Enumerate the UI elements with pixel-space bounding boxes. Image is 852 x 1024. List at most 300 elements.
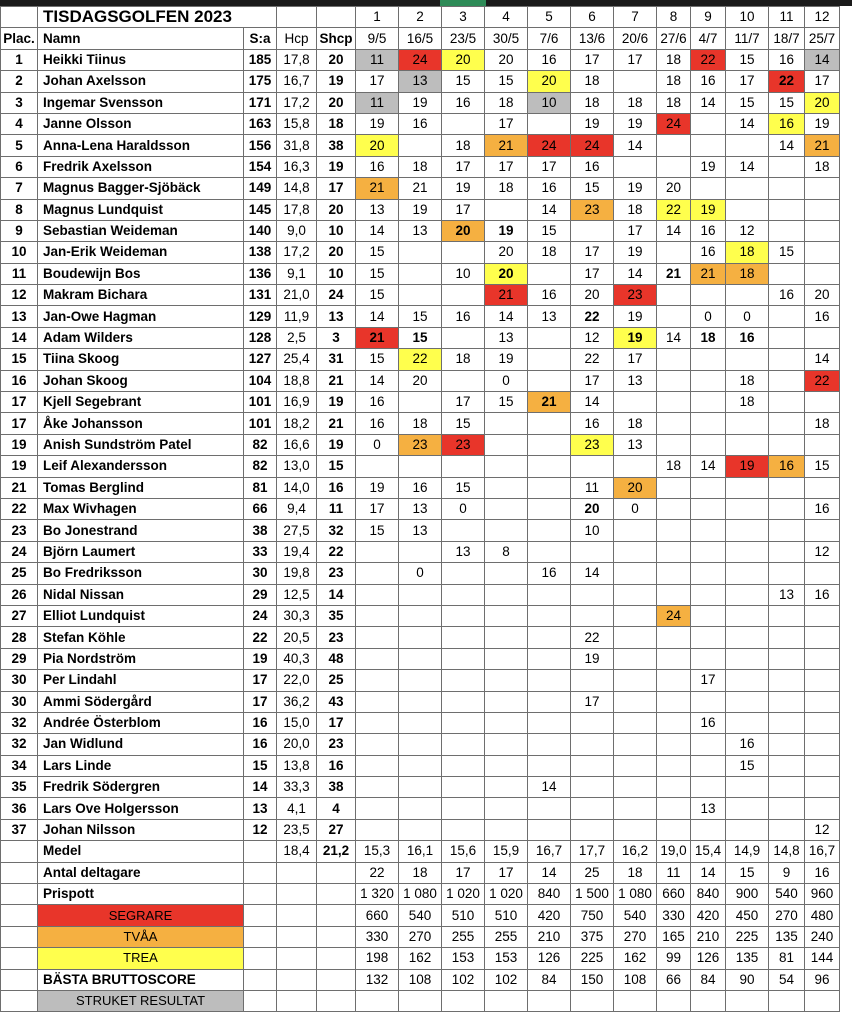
score-cell[interactable]: 18 bbox=[528, 242, 571, 263]
score-cell[interactable]: 13 bbox=[769, 584, 805, 605]
score-cell[interactable] bbox=[614, 734, 657, 755]
score-cell[interactable] bbox=[691, 178, 726, 199]
score-cell[interactable] bbox=[528, 434, 571, 455]
summary-value-cell[interactable]: 17 bbox=[442, 862, 485, 883]
hcp-cell[interactable]: 19,8 bbox=[277, 563, 317, 584]
score-cell[interactable]: 16 bbox=[726, 327, 769, 348]
placement-cell[interactable]: 14 bbox=[1, 327, 38, 348]
hcp-cell[interactable]: 12,5 bbox=[277, 584, 317, 605]
score-cell[interactable]: 13 bbox=[356, 199, 399, 220]
placement-cell[interactable]: 24 bbox=[1, 541, 38, 562]
score-cell[interactable] bbox=[691, 113, 726, 134]
cell[interactable] bbox=[1, 905, 38, 926]
score-cell[interactable] bbox=[571, 798, 614, 819]
score-cell[interactable]: 22 bbox=[691, 49, 726, 70]
summary-value-cell[interactable]: 255 bbox=[442, 926, 485, 947]
placement-cell[interactable]: 1 bbox=[1, 49, 38, 70]
score-cell[interactable] bbox=[657, 798, 691, 819]
score-cell[interactable] bbox=[485, 798, 528, 819]
total-cell[interactable]: 156 bbox=[244, 135, 277, 156]
score-cell[interactable] bbox=[528, 113, 571, 134]
placement-cell[interactable]: 17 bbox=[1, 413, 38, 434]
summary-value-cell[interactable]: 270 bbox=[614, 926, 657, 947]
hcp-cell[interactable]: 14,8 bbox=[277, 178, 317, 199]
summary-value-cell[interactable] bbox=[356, 990, 399, 1011]
score-cell[interactable] bbox=[769, 755, 805, 776]
score-cell[interactable]: 17 bbox=[726, 71, 769, 92]
summary-value-cell[interactable]: 153 bbox=[442, 948, 485, 969]
score-cell[interactable]: 19 bbox=[614, 113, 657, 134]
shcp-cell[interactable]: 17 bbox=[317, 178, 356, 199]
summary-value-cell[interactable]: 1 080 bbox=[399, 884, 442, 905]
score-cell[interactable] bbox=[657, 777, 691, 798]
score-cell[interactable]: 17 bbox=[571, 242, 614, 263]
summary-value-cell[interactable]: 15,9 bbox=[485, 841, 528, 862]
score-cell[interactable] bbox=[442, 755, 485, 776]
score-cell[interactable] bbox=[399, 605, 442, 626]
shcp-cell[interactable]: 35 bbox=[317, 605, 356, 626]
cell[interactable] bbox=[1, 862, 38, 883]
score-cell[interactable]: 20 bbox=[571, 498, 614, 519]
score-cell[interactable] bbox=[726, 199, 769, 220]
score-cell[interactable] bbox=[769, 477, 805, 498]
score-cell[interactable] bbox=[805, 242, 840, 263]
hcp-cell[interactable]: 14,0 bbox=[277, 477, 317, 498]
score-cell[interactable] bbox=[614, 798, 657, 819]
score-cell[interactable]: 22 bbox=[571, 306, 614, 327]
score-cell[interactable] bbox=[356, 691, 399, 712]
hcp-cell[interactable]: 16,6 bbox=[277, 434, 317, 455]
hcp-cell[interactable]: 19,4 bbox=[277, 541, 317, 562]
hcp-cell[interactable]: 36,2 bbox=[277, 691, 317, 712]
score-cell[interactable]: 15 bbox=[805, 456, 840, 477]
summary-value-cell[interactable]: 420 bbox=[691, 905, 726, 926]
score-cell[interactable] bbox=[657, 370, 691, 391]
placement-cell[interactable]: 26 bbox=[1, 584, 38, 605]
score-cell[interactable]: 18 bbox=[657, 71, 691, 92]
score-cell[interactable] bbox=[726, 798, 769, 819]
score-cell[interactable]: 10 bbox=[528, 92, 571, 113]
shcp-cell[interactable]: 16 bbox=[317, 477, 356, 498]
summary-value-cell[interactable]: 840 bbox=[691, 884, 726, 905]
summary-value-cell[interactable] bbox=[442, 990, 485, 1011]
summary-value-cell[interactable]: 108 bbox=[399, 969, 442, 990]
score-cell[interactable] bbox=[769, 156, 805, 177]
score-cell[interactable]: 15 bbox=[726, 755, 769, 776]
score-cell[interactable] bbox=[614, 563, 657, 584]
score-cell[interactable]: 17 bbox=[571, 49, 614, 70]
placement-cell[interactable]: 15 bbox=[1, 349, 38, 370]
score-cell[interactable] bbox=[356, 712, 399, 733]
summary-value-cell[interactable]: 84 bbox=[691, 969, 726, 990]
cell[interactable] bbox=[1, 990, 38, 1011]
summary-hcp-cell[interactable] bbox=[277, 862, 317, 883]
hcp-cell[interactable]: 22,0 bbox=[277, 670, 317, 691]
cell[interactable] bbox=[244, 862, 277, 883]
score-cell[interactable] bbox=[399, 285, 442, 306]
summary-value-cell[interactable]: 1 020 bbox=[442, 884, 485, 905]
cell[interactable] bbox=[244, 969, 277, 990]
score-cell[interactable]: 15 bbox=[485, 71, 528, 92]
score-cell[interactable]: 13 bbox=[399, 498, 442, 519]
player-name-cell[interactable]: Boudewijn Bos bbox=[38, 263, 244, 284]
score-cell[interactable] bbox=[528, 819, 571, 840]
placement-cell[interactable]: 17 bbox=[1, 392, 38, 413]
summary-value-cell[interactable]: 18 bbox=[399, 862, 442, 883]
score-cell[interactable]: 16 bbox=[442, 306, 485, 327]
summary-value-cell[interactable]: 153 bbox=[485, 948, 528, 969]
player-name-cell[interactable]: Jan-Owe Hagman bbox=[38, 306, 244, 327]
player-name-cell[interactable]: Kjell Segebrant bbox=[38, 392, 244, 413]
score-cell[interactable] bbox=[485, 712, 528, 733]
score-cell[interactable]: 15 bbox=[769, 92, 805, 113]
score-cell[interactable]: 24 bbox=[399, 49, 442, 70]
score-cell[interactable] bbox=[691, 584, 726, 605]
score-cell[interactable] bbox=[769, 691, 805, 712]
shcp-cell[interactable]: 48 bbox=[317, 648, 356, 669]
summary-value-cell[interactable]: 225 bbox=[726, 926, 769, 947]
score-cell[interactable] bbox=[726, 648, 769, 669]
summary-value-cell[interactable]: 15,6 bbox=[442, 841, 485, 862]
score-cell[interactable]: 20 bbox=[485, 242, 528, 263]
summary-value-cell[interactable]: 84 bbox=[528, 969, 571, 990]
score-cell[interactable]: 20 bbox=[657, 178, 691, 199]
score-cell[interactable]: 15 bbox=[571, 178, 614, 199]
score-cell[interactable] bbox=[528, 691, 571, 712]
score-cell[interactable] bbox=[442, 456, 485, 477]
summary-shcp-cell[interactable] bbox=[317, 862, 356, 883]
score-cell[interactable]: 14 bbox=[485, 306, 528, 327]
hcp-cell[interactable]: 20,5 bbox=[277, 627, 317, 648]
score-cell[interactable] bbox=[399, 242, 442, 263]
cell[interactable] bbox=[244, 841, 277, 862]
score-cell[interactable]: 19 bbox=[614, 242, 657, 263]
total-cell[interactable]: 24 bbox=[244, 605, 277, 626]
score-cell[interactable]: 22 bbox=[571, 627, 614, 648]
score-cell[interactable] bbox=[805, 777, 840, 798]
summary-value-cell[interactable]: 14 bbox=[528, 862, 571, 883]
score-cell[interactable] bbox=[657, 541, 691, 562]
score-cell[interactable] bbox=[657, 755, 691, 776]
score-cell[interactable]: 19 bbox=[571, 113, 614, 134]
score-cell[interactable] bbox=[657, 135, 691, 156]
score-cell[interactable] bbox=[769, 498, 805, 519]
score-cell[interactable]: 22 bbox=[571, 349, 614, 370]
placement-cell[interactable]: 2 bbox=[1, 71, 38, 92]
summary-value-cell[interactable]: 540 bbox=[614, 905, 657, 926]
score-cell[interactable]: 10 bbox=[571, 520, 614, 541]
score-cell[interactable]: 16 bbox=[399, 113, 442, 134]
score-cell[interactable] bbox=[691, 370, 726, 391]
summary-hcp-cell[interactable] bbox=[277, 905, 317, 926]
total-cell[interactable]: 136 bbox=[244, 263, 277, 284]
score-cell[interactable]: 0 bbox=[356, 434, 399, 455]
summary-value-cell[interactable]: 11 bbox=[657, 862, 691, 883]
score-cell[interactable]: 20 bbox=[442, 49, 485, 70]
hcp-cell[interactable]: 40,3 bbox=[277, 648, 317, 669]
summary-value-cell[interactable] bbox=[726, 990, 769, 1011]
summary-value-cell[interactable]: 165 bbox=[657, 926, 691, 947]
summary-value-cell[interactable]: 210 bbox=[691, 926, 726, 947]
score-cell[interactable]: 18 bbox=[614, 413, 657, 434]
player-name-cell[interactable]: Tiina Skoog bbox=[38, 349, 244, 370]
score-cell[interactable]: 24 bbox=[571, 135, 614, 156]
player-name-cell[interactable]: Max Wivhagen bbox=[38, 498, 244, 519]
score-cell[interactable] bbox=[805, 434, 840, 455]
score-cell[interactable] bbox=[657, 819, 691, 840]
score-cell[interactable] bbox=[726, 477, 769, 498]
score-cell[interactable]: 17 bbox=[356, 498, 399, 519]
total-cell[interactable]: 14 bbox=[244, 777, 277, 798]
score-cell[interactable]: 15 bbox=[356, 285, 399, 306]
summary-value-cell[interactable]: 99 bbox=[657, 948, 691, 969]
score-cell[interactable]: 17 bbox=[805, 71, 840, 92]
score-cell[interactable] bbox=[442, 734, 485, 755]
total-cell[interactable]: 154 bbox=[244, 156, 277, 177]
cell[interactable] bbox=[1, 926, 38, 947]
score-cell[interactable] bbox=[769, 605, 805, 626]
hcp-cell[interactable]: 2,5 bbox=[277, 327, 317, 348]
total-cell[interactable]: 185 bbox=[244, 49, 277, 70]
score-cell[interactable]: 22 bbox=[769, 71, 805, 92]
cell[interactable] bbox=[244, 990, 277, 1011]
score-cell[interactable]: 18 bbox=[571, 71, 614, 92]
score-cell[interactable]: 16 bbox=[691, 220, 726, 241]
score-cell[interactable] bbox=[485, 670, 528, 691]
score-cell[interactable]: 16 bbox=[805, 498, 840, 519]
score-cell[interactable] bbox=[528, 370, 571, 391]
score-cell[interactable]: 21 bbox=[485, 135, 528, 156]
hcp-cell[interactable]: 15,0 bbox=[277, 712, 317, 733]
total-cell[interactable]: 82 bbox=[244, 434, 277, 455]
placement-cell[interactable]: 22 bbox=[1, 498, 38, 519]
player-name-cell[interactable]: Leif Alexandersson bbox=[38, 456, 244, 477]
summary-shcp-cell[interactable] bbox=[317, 969, 356, 990]
score-cell[interactable] bbox=[528, 327, 571, 348]
score-cell[interactable] bbox=[805, 691, 840, 712]
score-cell[interactable] bbox=[528, 520, 571, 541]
score-cell[interactable] bbox=[726, 349, 769, 370]
summary-value-cell[interactable]: 198 bbox=[356, 948, 399, 969]
score-cell[interactable]: 14 bbox=[614, 135, 657, 156]
cell[interactable] bbox=[277, 7, 317, 28]
score-cell[interactable] bbox=[399, 135, 442, 156]
placement-cell[interactable]: 19 bbox=[1, 434, 38, 455]
score-cell[interactable]: 24 bbox=[657, 113, 691, 134]
score-cell[interactable] bbox=[485, 734, 528, 755]
score-cell[interactable]: 21 bbox=[691, 263, 726, 284]
score-cell[interactable] bbox=[571, 541, 614, 562]
score-cell[interactable] bbox=[657, 584, 691, 605]
summary-value-cell[interactable] bbox=[399, 990, 442, 1011]
summary-hcp-cell[interactable] bbox=[277, 926, 317, 947]
summary-shcp-cell[interactable] bbox=[317, 926, 356, 947]
shcp-cell[interactable]: 20 bbox=[317, 199, 356, 220]
total-cell[interactable]: 13 bbox=[244, 798, 277, 819]
score-cell[interactable]: 13 bbox=[399, 520, 442, 541]
summary-value-cell[interactable]: 22 bbox=[356, 862, 399, 883]
score-cell[interactable]: 13 bbox=[614, 434, 657, 455]
score-cell[interactable]: 17 bbox=[571, 370, 614, 391]
score-cell[interactable] bbox=[805, 670, 840, 691]
score-cell[interactable]: 17 bbox=[691, 670, 726, 691]
score-cell[interactable] bbox=[356, 584, 399, 605]
score-cell[interactable] bbox=[769, 819, 805, 840]
score-cell[interactable]: 23 bbox=[571, 434, 614, 455]
score-cell[interactable]: 0 bbox=[485, 370, 528, 391]
summary-value-cell[interactable]: 126 bbox=[528, 948, 571, 969]
summary-value-cell[interactable] bbox=[528, 990, 571, 1011]
shcp-cell[interactable]: 10 bbox=[317, 220, 356, 241]
placement-cell[interactable]: 25 bbox=[1, 563, 38, 584]
player-name-cell[interactable]: Nidal Nissan bbox=[38, 584, 244, 605]
score-cell[interactable] bbox=[442, 113, 485, 134]
hcp-cell[interactable]: 17,2 bbox=[277, 242, 317, 263]
total-cell[interactable]: 17 bbox=[244, 670, 277, 691]
placement-cell[interactable]: 30 bbox=[1, 670, 38, 691]
player-name-cell[interactable]: Lars Linde bbox=[38, 755, 244, 776]
summary-value-cell[interactable]: 270 bbox=[769, 905, 805, 926]
score-cell[interactable]: 21 bbox=[356, 178, 399, 199]
placement-cell[interactable]: 8 bbox=[1, 199, 38, 220]
score-cell[interactable] bbox=[726, 178, 769, 199]
score-cell[interactable] bbox=[769, 712, 805, 733]
score-cell[interactable]: 17 bbox=[528, 156, 571, 177]
score-cell[interactable]: 18 bbox=[726, 242, 769, 263]
score-cell[interactable]: 13 bbox=[528, 306, 571, 327]
total-cell[interactable]: 128 bbox=[244, 327, 277, 348]
summary-value-cell[interactable] bbox=[571, 990, 614, 1011]
score-cell[interactable]: 21 bbox=[356, 327, 399, 348]
score-cell[interactable] bbox=[691, 648, 726, 669]
score-cell[interactable]: 14 bbox=[657, 327, 691, 348]
placement-cell[interactable]: 34 bbox=[1, 755, 38, 776]
score-cell[interactable] bbox=[399, 670, 442, 691]
score-cell[interactable]: 17 bbox=[614, 49, 657, 70]
summary-shcp-cell[interactable]: 21,2 bbox=[317, 841, 356, 862]
score-cell[interactable]: 18 bbox=[657, 92, 691, 113]
score-cell[interactable] bbox=[657, 691, 691, 712]
shcp-cell[interactable]: 18 bbox=[317, 113, 356, 134]
score-cell[interactable]: 17 bbox=[614, 349, 657, 370]
score-cell[interactable]: 20 bbox=[356, 135, 399, 156]
score-cell[interactable]: 18 bbox=[805, 156, 840, 177]
total-cell[interactable]: 145 bbox=[244, 199, 277, 220]
score-cell[interactable] bbox=[356, 456, 399, 477]
shcp-cell[interactable]: 20 bbox=[317, 49, 356, 70]
score-cell[interactable] bbox=[356, 648, 399, 669]
score-cell[interactable]: 15 bbox=[356, 349, 399, 370]
summary-value-cell[interactable] bbox=[614, 990, 657, 1011]
summary-value-cell[interactable]: 14,9 bbox=[726, 841, 769, 862]
score-cell[interactable] bbox=[485, 456, 528, 477]
shcp-cell[interactable]: 19 bbox=[317, 156, 356, 177]
score-cell[interactable] bbox=[399, 798, 442, 819]
score-cell[interactable] bbox=[485, 755, 528, 776]
score-cell[interactable] bbox=[657, 627, 691, 648]
score-cell[interactable]: 17 bbox=[614, 220, 657, 241]
score-cell[interactable] bbox=[691, 627, 726, 648]
score-cell[interactable] bbox=[614, 605, 657, 626]
summary-value-cell[interactable]: 14,8 bbox=[769, 841, 805, 862]
score-cell[interactable]: 14 bbox=[769, 135, 805, 156]
score-cell[interactable] bbox=[805, 605, 840, 626]
score-cell[interactable]: 20 bbox=[528, 71, 571, 92]
player-name-cell[interactable]: Johan Skoog bbox=[38, 370, 244, 391]
score-cell[interactable]: 16 bbox=[769, 113, 805, 134]
score-cell[interactable]: 21 bbox=[805, 135, 840, 156]
summary-value-cell[interactable]: 66 bbox=[657, 969, 691, 990]
score-cell[interactable]: 18 bbox=[657, 456, 691, 477]
score-cell[interactable]: 16 bbox=[356, 156, 399, 177]
placement-cell[interactable]: 37 bbox=[1, 819, 38, 840]
summary-value-cell[interactable]: 16 bbox=[805, 862, 840, 883]
summary-value-cell[interactable]: 108 bbox=[614, 969, 657, 990]
score-cell[interactable] bbox=[691, 541, 726, 562]
score-cell[interactable] bbox=[657, 306, 691, 327]
score-cell[interactable] bbox=[399, 392, 442, 413]
score-cell[interactable]: 15 bbox=[356, 263, 399, 284]
score-cell[interactable]: 21 bbox=[399, 178, 442, 199]
score-cell[interactable] bbox=[528, 712, 571, 733]
score-cell[interactable] bbox=[805, 798, 840, 819]
shcp-cell[interactable]: 14 bbox=[317, 584, 356, 605]
player-name-cell[interactable]: Jan Widlund bbox=[38, 734, 244, 755]
shcp-cell[interactable]: 20 bbox=[317, 92, 356, 113]
score-cell[interactable] bbox=[442, 370, 485, 391]
score-cell[interactable] bbox=[805, 327, 840, 348]
score-cell[interactable] bbox=[726, 777, 769, 798]
score-cell[interactable] bbox=[805, 755, 840, 776]
score-cell[interactable]: 10 bbox=[442, 263, 485, 284]
score-cell[interactable]: 21 bbox=[657, 263, 691, 284]
score-cell[interactable] bbox=[657, 392, 691, 413]
summary-hcp-cell[interactable]: 18,4 bbox=[277, 841, 317, 862]
score-cell[interactable] bbox=[691, 392, 726, 413]
score-cell[interactable] bbox=[485, 627, 528, 648]
score-cell[interactable] bbox=[528, 798, 571, 819]
score-cell[interactable] bbox=[528, 627, 571, 648]
score-cell[interactable]: 12 bbox=[805, 819, 840, 840]
hcp-cell[interactable]: 25,4 bbox=[277, 349, 317, 370]
score-cell[interactable] bbox=[356, 819, 399, 840]
score-cell[interactable] bbox=[571, 456, 614, 477]
total-cell[interactable]: 140 bbox=[244, 220, 277, 241]
score-cell[interactable]: 14 bbox=[571, 563, 614, 584]
score-cell[interactable]: 23 bbox=[614, 285, 657, 306]
score-cell[interactable] bbox=[399, 712, 442, 733]
score-cell[interactable] bbox=[691, 734, 726, 755]
score-cell[interactable]: 18 bbox=[726, 392, 769, 413]
player-name-cell[interactable]: Johan Nilsson bbox=[38, 819, 244, 840]
score-cell[interactable] bbox=[726, 819, 769, 840]
score-cell[interactable] bbox=[399, 648, 442, 669]
hcp-cell[interactable]: 15,8 bbox=[277, 113, 317, 134]
score-cell[interactable]: 0 bbox=[691, 306, 726, 327]
summary-value-cell[interactable] bbox=[485, 990, 528, 1011]
shcp-cell[interactable]: 3 bbox=[317, 327, 356, 348]
hcp-cell[interactable]: 20,0 bbox=[277, 734, 317, 755]
player-name-cell[interactable]: Ammi Södergård bbox=[38, 691, 244, 712]
score-cell[interactable] bbox=[726, 498, 769, 519]
score-cell[interactable] bbox=[528, 477, 571, 498]
summary-shcp-cell[interactable] bbox=[317, 884, 356, 905]
placement-cell[interactable]: 13 bbox=[1, 306, 38, 327]
cell[interactable] bbox=[244, 948, 277, 969]
score-cell[interactable]: 21 bbox=[528, 392, 571, 413]
player-name-cell[interactable]: Fredrik Södergren bbox=[38, 777, 244, 798]
summary-value-cell[interactable]: 450 bbox=[726, 905, 769, 926]
